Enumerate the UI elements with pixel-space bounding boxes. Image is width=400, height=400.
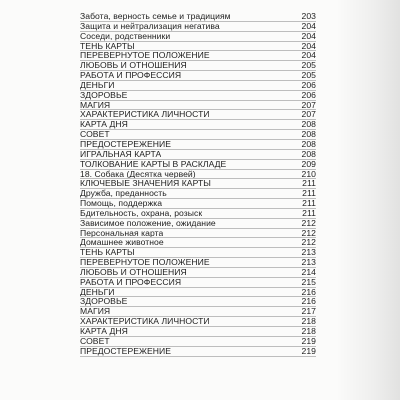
toc-entry-title: РАБОТА И ПРОФЕССИЯ [80,71,182,81]
toc-row [80,189,316,199]
toc-entry-title: ХАРАКТЕРИСТИКА ЛИЧНОСТИ [80,317,210,327]
toc-page-number: 213 [301,247,316,258]
toc-row [80,179,316,189]
toc-page-number: 211 [302,207,316,218]
toc-page-number: 210 [301,168,316,179]
toc-entry-title: ЗДОРОВЬЕ [80,90,128,100]
toc-entry-title: 18. Собака (Десятка червей) [80,169,196,179]
toc-entry-title: Соседи, родственники [80,31,171,41]
toc-page-number: 207 [301,99,316,110]
toc-entry-title: КАРТА ДНЯ [80,120,128,130]
toc-row [80,42,316,52]
toc-page-number: 212 [301,227,316,238]
toc-row [80,170,316,180]
toc-page-number: 208 [301,138,316,149]
toc-row [80,61,316,71]
page-shadow [336,0,400,400]
toc-row [80,297,316,307]
toc-entry-title: ИГРАЛЬНАЯ КАРТА [80,149,162,159]
toc-entry-title: ДЕНЬГИ [80,80,115,90]
toc-entry-title: Персональная карта [80,228,164,238]
toc-entry-title: Зависимое положение, ожидание [80,218,216,228]
toc-entry-title: Защита и нейтрализация негатива [80,21,220,31]
toc-page-number: 211 [302,188,316,199]
toc-row [80,110,316,120]
toc-row [80,268,316,278]
toc-page-number: 216 [301,286,316,297]
toc-row [80,327,316,337]
toc-row [80,317,316,327]
toc-row [80,258,316,268]
toc-page-number: 211 [302,198,316,209]
toc-entry-title: Дружба, преданность [80,189,167,199]
toc-page-number: 214 [301,266,316,277]
toc-page-number: 208 [301,129,316,140]
toc-entry-title: ТОЛКОВАНИЕ КАРТЫ В РАСКЛАДЕ [80,159,227,169]
toc-page-number: 219 [301,335,316,346]
toc-row [80,307,316,317]
toc-row [80,81,316,91]
toc-entry-title: ТЕНЬ КАРТЫ [80,248,135,258]
toc-page-number: 211 [302,178,316,189]
toc-entry-title: ПЕРЕВЕРНУТОЕ ПОЛОЖЕНИЕ [80,51,210,61]
toc-entry-title: Забота, верность семье и традициям [80,12,231,21]
toc-page-number: 204 [301,50,316,61]
toc-row [80,101,316,111]
toc-page-number: 205 [301,60,316,71]
toc-row [80,71,316,81]
toc-entry-title: КАРТА ДНЯ [80,327,128,336]
toc-row [80,150,316,160]
toc-page-number: 209 [301,158,316,169]
toc-entry-title: КЛЮЧЕВЫЕ ЗНАЧЕНИЯ КАРТЫ [80,179,211,189]
toc-row [80,22,316,32]
toc-entry-title: Домашнее животное [80,238,164,248]
toc-row [80,51,316,61]
toc-page-number: 212 [301,217,316,228]
toc-entry-title: ЛЮБОВЬ И ОТНОШЕНИЯ [80,267,187,277]
toc-page-number: 203 [301,11,316,21]
toc-row [80,130,316,140]
toc-page-number: 218 [301,326,316,336]
toc-row [80,337,316,347]
toc-page-number: 204 [301,40,316,51]
toc-row [80,219,316,229]
toc-page-number: 208 [301,148,316,159]
table-of-contents [80,12,316,357]
toc-page-number: 204 [301,30,316,41]
toc-row [80,32,316,42]
toc-entry-title: ПЕРЕВЕРНУТОЕ ПОЛОЖЕНИЕ [80,258,210,268]
toc-page-number: 218 [301,316,316,327]
toc-row [80,347,316,357]
toc-entry-title: СОВЕТ [80,336,110,346]
toc-entry-title: ТЕНЬ КАРТЫ [80,41,135,51]
toc-entry-title: ДЕНЬГИ [80,287,115,297]
toc-page-number: 208 [301,119,316,130]
toc-page-number: 215 [301,276,316,287]
toc-row [80,120,316,130]
toc-row [80,199,316,209]
toc-row [80,278,316,288]
toc-row [80,209,316,219]
toc-row [80,238,316,248]
toc-row [80,248,316,258]
toc-row [80,160,316,170]
toc-page-number: 205 [301,70,316,81]
toc-page-number: 206 [301,89,316,100]
toc-row [80,140,316,150]
toc-page-number: 204 [301,20,316,31]
toc-page-number: 217 [301,306,316,317]
toc-row [80,91,316,101]
toc-page-number: 207 [301,109,316,120]
toc-entry-title: РАБОТА И ПРОФЕССИЯ [80,277,182,287]
toc-entry-title: ПРЕДОСТЕРЕЖЕНИЕ [80,139,172,149]
toc-entry-title: СОВЕТ [80,130,110,140]
toc-entry-title: МАГИЯ [80,307,111,317]
toc-page-number: 206 [301,79,316,90]
toc-entry-title: Помощь, поддержка [80,199,163,209]
toc-entry-title: ХАРАКТЕРИСТИКА ЛИЧНОСТИ [80,110,210,120]
toc-entry-title: ПРЕДОСТЕРЕЖЕНИЕ [80,346,172,356]
toc-page-number: 212 [301,237,316,248]
toc-row [80,288,316,298]
toc-page-number: 213 [301,257,316,268]
toc-row [80,229,316,239]
toc-entry-title: ЛЮБОВЬ И ОТНОШЕНИЯ [80,61,187,71]
toc-entry-title: ЗДОРОВЬЕ [80,297,128,307]
toc-entry-title: Бдительность, охрана, розыск [80,208,203,218]
toc-page-number: 219 [301,345,316,356]
toc-entry-title: МАГИЯ [80,100,111,110]
toc-page-number: 216 [301,296,316,307]
toc-row [80,12,316,22]
